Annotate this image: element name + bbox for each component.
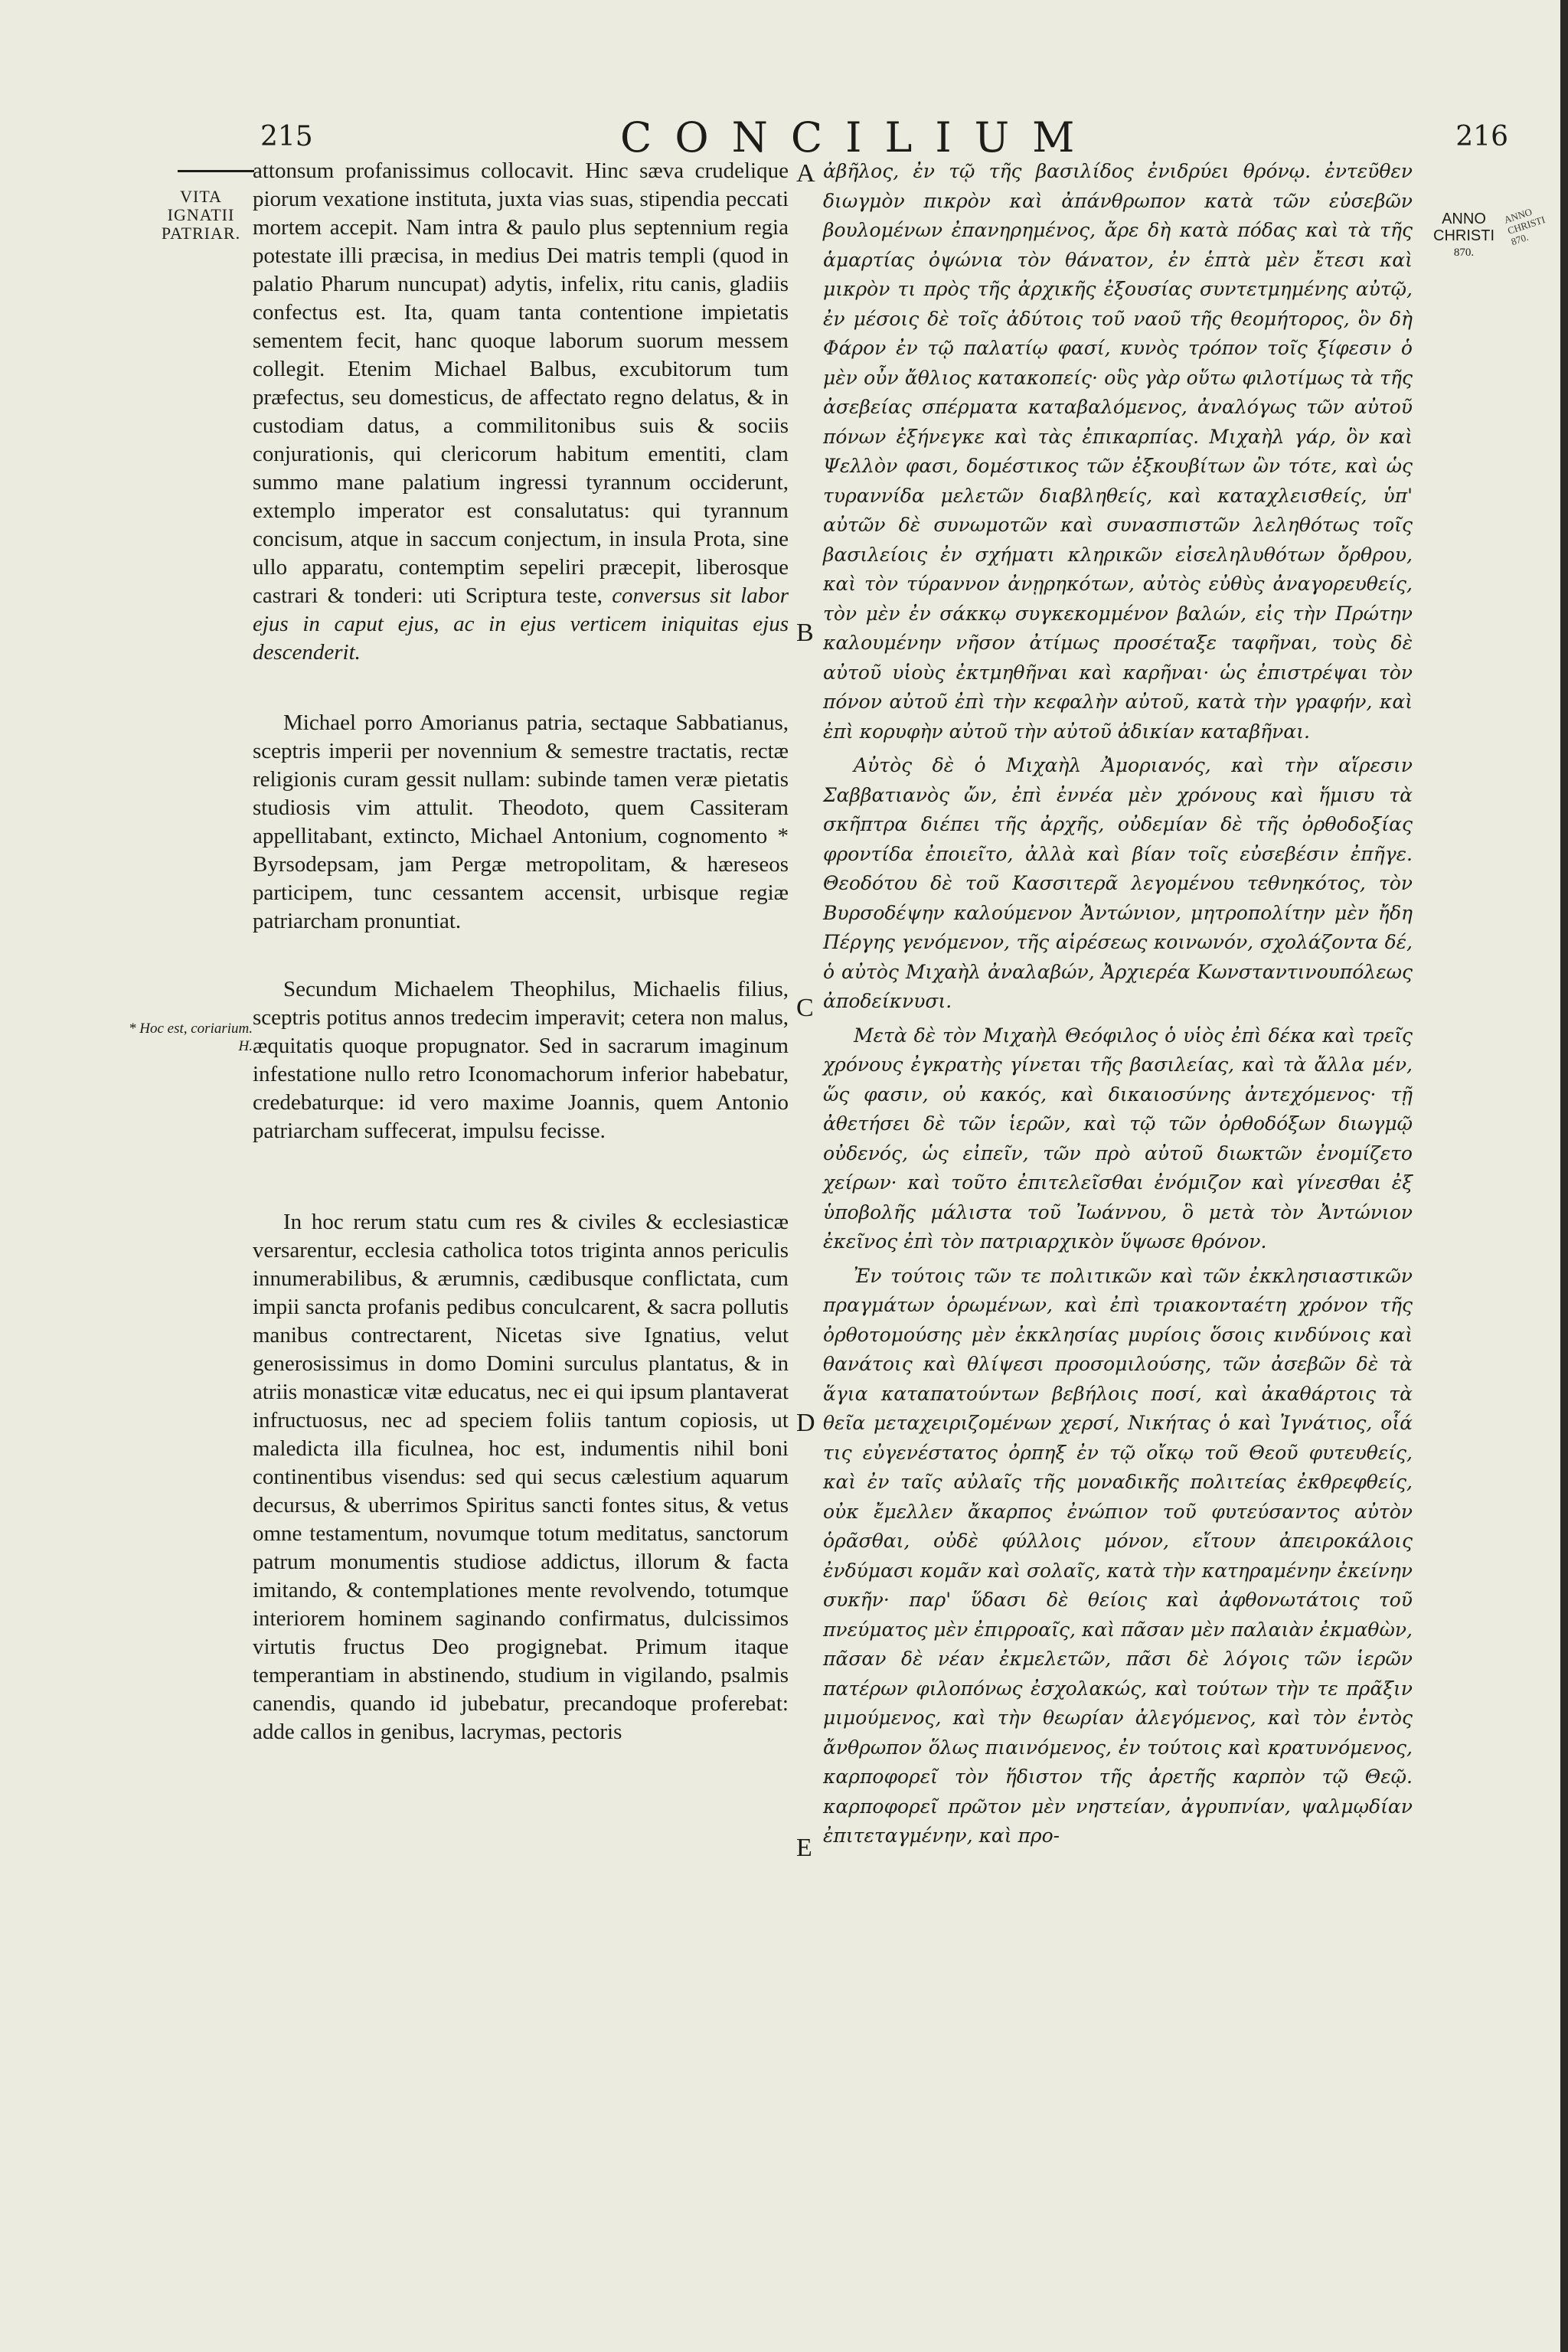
latin-paragraph: In hoc rerum statu cum res & civiles & ecclesiasticæ versarentur, ecclesia catholica totos triginta annos periculis innumerabilibus, & ærumnis, cædibusque conflictata, cum impii sancta profanis pedibus conculcarent, & sacra pollutis manibus contrectarent, Nicetas sive Ignatius, velut generosissimus in domo Domini surculus plantatus, & in atriis monasticæ vitæ educatus, nec ei qui ipsum plantaverat infructuosus, nec ad speciem foliis tantum copiosis, ut maledicta illa ficulnea, hoc est, indumentis nihil boni continentibus visendus: sed qui secus cælestium aquarum decursus, & uberrimos Spiritus sancti fontes situs, & vetus omne testamentum, novumque totum meditatus, sanctorum patrum monumentis studiose addictus, illorum & facta imitando, & contemplationes mente revolvendo, totumque interiorem hominem saginando confirmatus, dulcissimos virtutis fructus Deo progignebat. Primum itaque temperantiam in abstinendo, studium in vigilando, psalmis canendis, quando id jubebatur, precandoque proferebat: adde callos in genibus, lacrymas, pectoris <box>253 1210 789 1744</box>
adjacent-page-fragment: ANNO CHRISTI 870. <box>1502 205 1547 248</box>
latin-paragraph: Secundum Michaelem Theophilus, Michaelis filius, sceptris potitus annos tredecim imperavit; cetera non malus, æquitatis quoque propugnator. Sed in sacrarum imaginum infestatione nullo retro Iconomachorum inferior habebatur, credebaturque: id vero maxime Joannis, quem Antonio patriarcham suffecerat, impulsu fecisse. <box>253 977 789 1143</box>
margin-rule <box>178 170 254 172</box>
page-title: CONCILIUM <box>620 113 1098 162</box>
margin-year: 870. <box>1453 247 1475 259</box>
page-number-left: 215 <box>260 121 313 152</box>
page-number-right: 216 <box>1455 121 1508 152</box>
left-margin-note <box>153 188 249 243</box>
greek-paragraph: Μετὰ δὲ τὸν Μιχαὴλ Θεόφιλος ὁ υἱὸς ἐπὶ δέκα καὶ τρεῖς χρόνους ἐγκρατὴς γίνεται τῆς βασιλείας, καὶ τὰ ἄλλα μέν, ὥς φασιν, οὐ κακός, καὶ δικαιοσύνης ἀντεχόμενος· τῇ ἀθετήσει δὲ τῶν ἱερῶν, καὶ τῷ τῶν ὀρθοδόξων διωγμῷ οὐδενός, ὡς εἰπεῖν, τῶν πρὸ αὐτοῦ διωκτῶν ἐνομίζετο χείρων· καὶ τοῦτο ἐπιτελεῖσθαι ἐνόμιζον καὶ γίνεσθαι ἐξ ὑποβολῆς μάλιστα τοῦ Ἰωάννου, ὃ μετὰ τὸν Ἀντώνιον ἐκεῖνος ἐπὶ τὸν πατριαρχικὸν ὕψωσε θρόνον. <box>823 1024 1413 1253</box>
section-letter-b: B <box>796 619 814 647</box>
section-letter-a: A <box>796 159 815 188</box>
paragraph-gap <box>253 667 789 709</box>
page-spine <box>1560 0 1568 2352</box>
greek-paragraph: Αὐτὸς δὲ ὁ Μιχαὴλ Ἀμοριανός, καὶ τὴν αἵρεσιν Σαββατιανὸς ὤν, ἐπὶ ἐννέα μὲν χρόνους καὶ ἥμισυ τὰ σκῆπτρα διέπει τῆς ἀρχῆς, οὐδεμίαν δὲ τῆς ὀρθοδοξίας φροντίδα ἐποιεῖτο, ἀλλὰ καὶ βίαν τοῖς εὐσεβέσιν ἐπῆγε. Θεοδότου δὲ τοῦ Κασσιτερᾶ λεγομένου τεθνηκότος, τὸν Βυρσοδέψην καλούμενον Ἀντώνιον, μητροπολίτην μὲν ἤδη Πέργης γενόμενον, τῆς αἱρέσεως κοινωνόν, σχολάζοντα δέ, ὁ αὐτὸς Μιχαὴλ ἀναλαβών, Ἀρχιερέα Κωνσταντινουπόλεως ἀποδείκνυσι. <box>823 754 1413 1012</box>
margin-patriar: PATRIAR. <box>161 224 241 243</box>
margin-ignatii: IGNATII <box>167 205 235 224</box>
margin-vita: VITA <box>180 187 222 206</box>
greek-paragraph: Ἐν τούτοις τῶν τε πολιτικῶν καὶ τῶν ἐκκλησιαστικῶν πραγμάτων ὁρωμένων, καὶ ἐπὶ τριακονταέτη χρόνον τῆς ὀρθοτομούσης μὲν ἐκκλησίας μυρίοις ὅσοις κινδύνοις καὶ θανάτοις καὶ θλίψεσι προσομιλούσης, τῶν ἀσεβῶν δὲ τὰ ἅγια καταπατούντων βεβήλοις ποσί, καὶ ἀκαθάρτοις τὰ θεῖα μεταχειριζομένων χερσί, Νικήτας ὁ καὶ Ἰγνάτιος, οἷά τις εὐγενέστατος ὀρπηξ ἐν τῷ οἴκῳ τοῦ Θεοῦ φυτευθείς, καὶ ἐν ταῖς αὐλαῖς τῆς μοναδικῆς πολιτείας ἐκθρεφθείς, οὐκ ἔμελλεν ἄκαρπος ἐνώπιον τοῦ φυτεύσαντος αὐτὸν ὁρᾶσθαι, οὐδὲ φύλλοις μόνον, εἴτουν ἀπειροκάλοις ἐνδύμασι κομᾶν καὶ σολαῖς, κατὰ τὴν κατηραμένην ἐκείνην συκῆν· παρ' ὕδασι δὲ θείοις καὶ ἀφθονωτάτοις τοῦ πνεύματος μὲν ἐπιρροαῖς, καὶ πᾶσαν μὲν παλαιὰν ἐκμαθὼν, πᾶσαν δὲ νέαν ἐκμελετῶν, πᾶσι δὲ λόγοις τῶν ἱερῶν πατέρων φιλοπόνως ἐσχολακώς, καὶ τούτων τὴν τε πρᾶξιν μιμούμενος, καὶ τὴν θεωρίαν ἀλεγόμενος, καὶ τὸν ἐντὸς ἄνθρωπον ὅλως πιαινόμενος, ἐν τούτοις καὶ κρατυνόμενος, καρποφορεῖ τὸν ἥδιστον τῆς ἀρετῆς καρπὸν τῷ Θεῷ. καρποφορεῖ πρῶτον μὲν νηστείαν, ἀγρυπνίαν, ψαλμῳδίαν ἐπιτεταγμένην, καὶ προ- <box>823 1264 1413 1847</box>
section-letter-d: D <box>796 1409 815 1437</box>
paragraph-gap <box>253 936 789 975</box>
latin-paragraph-text: attonsum profanissimus collocavit. Hinc sæva crudelique piorum vexatione instituta, juxta vias suas, stipendia peccati mortem accepit. Nam intra & paulo plus septennium regia potestate illi præcisa, in medius Dei matris templi (quod in palatio Pharum nuncupat) adytis, infelix, ritu canis, gladiis confectus est. Ita, quam tanta contentione impietatis sementem fecit, hanc quoque laborum suorum messem collegit. Etenim Michael Balbus, excubitorum tum præfectus, seu domesticus, de affectato regno delatus, & in custodiam datus, a commilitonibus suis & sociis conjurationis, qui clericorum habitum ementiti, clam summo mane palatium ingressi tyrannum occiderunt, extemplo imperator est consalutatus: qui tyrannum concisum, atque in saccum conjectum, in insula Prota, sine ullo apparatu, contemptim sepeliri præcepit, liberosque castrari & tonderi: uti Scriptura teste, <box>253 158 789 608</box>
greek-paragraph: ἀβῆλος, ἐν τῷ τῆς βασιλίδος ἐνιδρύει θρόνῳ. ἐντεῦθεν διωγμὸν πικρὸν καὶ ἀπάνθρωπον κατὰ τῶν εὐσεβῶν βουλομένων ἐπανηρημένος, ἄρε δὴ κατὰ πόδας καὶ τὰ τῆς ἁμαρτίας ὀψώνια τὸν θάνατον, ἐν ἑπτὰ μὲν ἔτεσι καὶ μικρὸν τι πρὸς τῆς ἀρχικῆς ἐξουσίας συντετμημένης αὐτῷ, ἐν μέσοις δὲ τοῖς ἀδύτοις τοῦ ναοῦ τῆς θεομήτορος, ὃν δὴ Φάρον ἐν τῷ παλατίῳ φασί, κυνὸς τρόπον τοῖς ξίφεσιν ὁ μὲν οὖν ἄθλιος κατακοπείς· οὓς γὰρ οὕτω φιλοτίμως τὰ τῆς ἀσεβείας σπέρματα καταβαλόμενος, ἀναλόγως τῶν αὐτοῦ πόνων ἐξήνεγκε καὶ τὰς ἐπικαρπίας. Μιχαὴλ γάρ, ὃν καὶ Ψελλὸν φασι, δομέστικος τῶν ἐξκουβίτων ὢν τότε, καὶ ὡς τυραννίδα μελετῶν διαβληθείς, καὶ καταχλεισθείς, ὑπ' αὐτῶν δὲ συνωμοτῶν καὶ συνασπιστῶν λεληθότως τοῖς βασιλείοις ἐν σχήματι κληρικῶν εἰσεληλυθότων ὄρθρου, καὶ τὸν τύραννον ἀνῃρηκότων, αὐτὸς εὐθὺς ἀναγορευθείς, τὸν μὲν ἐν σάκκῳ συγκεκομμένον βαλών, εἰς τὴν Πρώτην καλουμένην νῆσον ἀτίμως προσέταξε ταφῆναι, τοὺς δὲ αὐτοῦ υἱοὺς ἐκτμηθῆναι καὶ καρῆναι· ὡς ἐπιστρέψαι τὸν πόνον αὐτοῦ ἐπὶ τὴν κεφαλὴν αὐτοῦ, κατὰ τὴν γραφήν, καὶ ἐπὶ κορυφὴν αὐτοῦ τὴν αὐτοῦ ἀδικίαν καταβῆναι. <box>823 160 1413 743</box>
section-letter-c: C <box>796 994 814 1022</box>
section-letter-e: E <box>796 1834 812 1862</box>
paragraph-gap <box>253 1145 789 1208</box>
latin-paragraph <box>253 157 789 667</box>
margin-anno: ANNO <box>1442 211 1486 227</box>
margin-christi: CHRISTI <box>1433 227 1494 244</box>
latin-column <box>253 157 789 1746</box>
latin-paragraph: Michael porro Amorianus patria, sectaque Sabbatianus, sceptris imperii per novennium & semestre tractatis, rectæ religionis curam gessit nullam: subinde tamen veræ pietatis studiosis vim attulit. Theodoto, quem Cassiteram appellitabant, extincto, Michael Antonium, cognomento * Byrsodepsam, jam Pergæ metropolitam, & hæreseos participem, tunc cessantem accensit, urbisque regiæ patriarcham pronuntiat. <box>253 710 789 933</box>
footnote-margin: * Hoc est, coriarium. H. <box>128 1021 253 1054</box>
right-margin-note <box>1433 211 1494 261</box>
latin-scripture-quote: conversus sit labor ejus in caput ejus, ac in ejus verticem iniquitas ejus descenderit. <box>253 583 789 665</box>
greek-column <box>823 157 1413 1851</box>
